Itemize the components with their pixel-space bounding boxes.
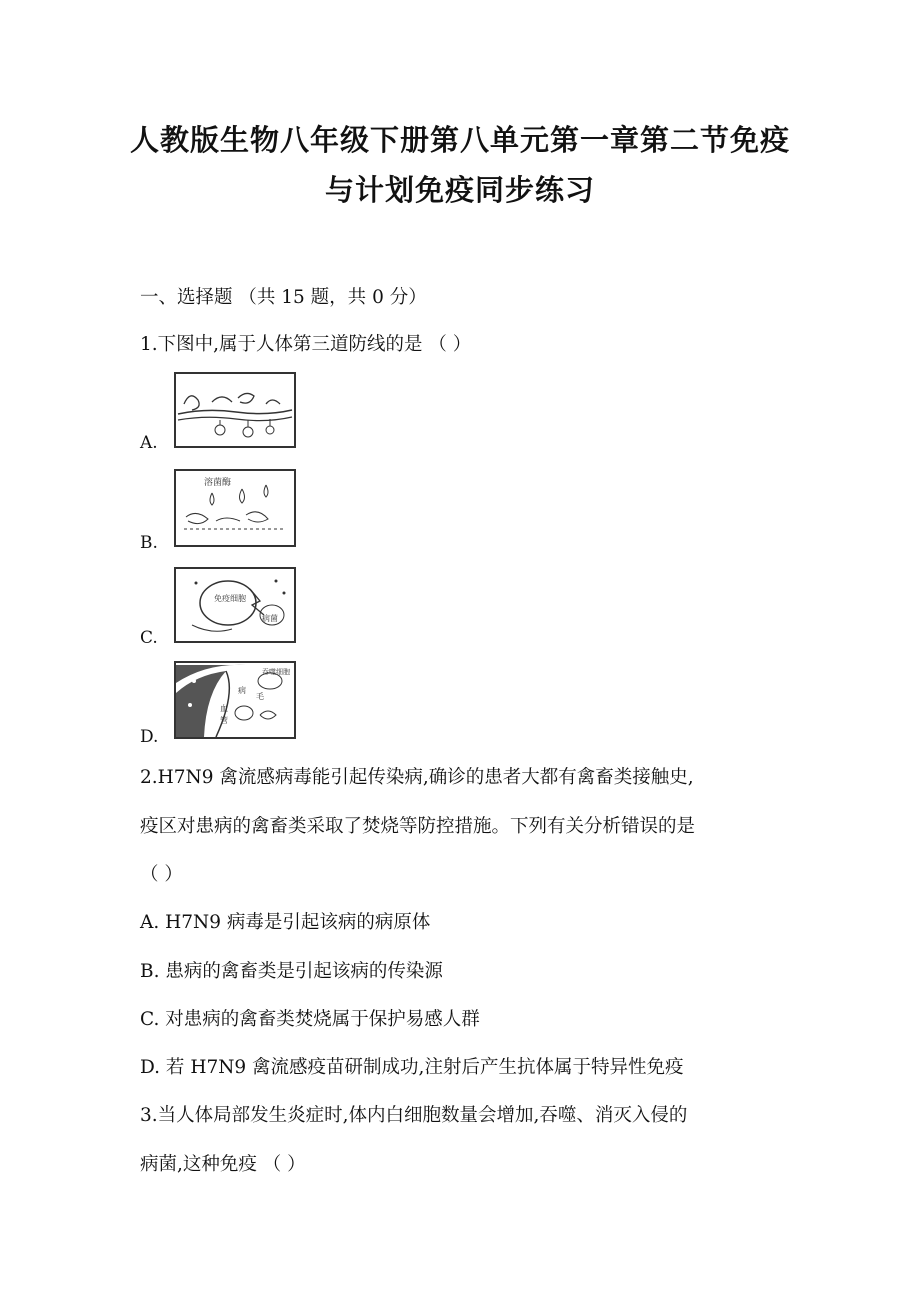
document-title-line-2: 与计划免疫同步练习 xyxy=(324,173,595,207)
question-1-figure-a xyxy=(174,372,296,448)
figure-d-label-bing: 病 xyxy=(238,686,246,695)
immune-cell-illustration xyxy=(176,569,294,641)
figure-c-label-pathogen: 病菌 xyxy=(262,614,278,623)
question-1-option-a-label: A. xyxy=(140,433,158,453)
question-1-figure-b xyxy=(174,469,296,547)
question-2-stem-line-2: 疫区对患病的禽畜类采取了焚烧等防控措施。下列有关分析错误的是 xyxy=(140,816,696,837)
figure-c-label-immune-cell: 免疫细胞 xyxy=(214,594,246,603)
question-2-option-a: A. H7N9 病毒是引起该病的病原体 xyxy=(140,912,431,933)
figure-d-label-mao: 毛 xyxy=(256,692,264,701)
question-3-stem-line-2: 病菌,这种免疫 （ ） xyxy=(140,1154,306,1175)
section-heading: 一、选择题 （共 15 题，共 0 分） xyxy=(140,287,427,308)
question-1-stem: 1.下图中,属于人体第三道防线的是 （ ） xyxy=(140,334,472,355)
question-3-stem-line-1: 3.当人体局部发生炎症时,体内白细胞数量会增加,吞噬、消灭入侵的 xyxy=(140,1105,688,1126)
question-2-option-d: D. 若 H7N9 禽流感疫苗研制成功,注射后产生抗体属于特异性免疫 xyxy=(140,1057,684,1078)
figure-d-label-xue: 血 xyxy=(220,704,228,713)
document-title-line-1: 人教版生物八年级下册第八单元第一章第二节免疫 xyxy=(129,123,790,157)
question-1-figure-c xyxy=(174,567,296,643)
question-1-option-d-label: D. xyxy=(140,727,159,747)
question-2-option-b: B. 患病的禽畜类是引起该病的传染源 xyxy=(140,961,443,982)
question-1-figure-d xyxy=(174,661,296,739)
question-1-option-b-label: B. xyxy=(140,533,158,553)
question-2-stem-line-3: （ ） xyxy=(140,864,183,885)
figure-b-label: 溶菌酶 xyxy=(204,478,232,488)
skin-barrier-illustration xyxy=(176,374,294,446)
question-2-option-c: C. 对患病的禽畜类焚烧属于保护易感人群 xyxy=(140,1009,480,1030)
figure-d-label-guan: 管 xyxy=(220,716,228,725)
figure-d-label-phagocyte: 吞噬细胞 xyxy=(262,668,290,676)
question-2-stem-line-1: 2.H7N9 禽流感病毒能引起传染病,确诊的患者大都有禽畜类接触史, xyxy=(140,767,694,788)
question-1-option-c-label: C. xyxy=(140,628,158,648)
